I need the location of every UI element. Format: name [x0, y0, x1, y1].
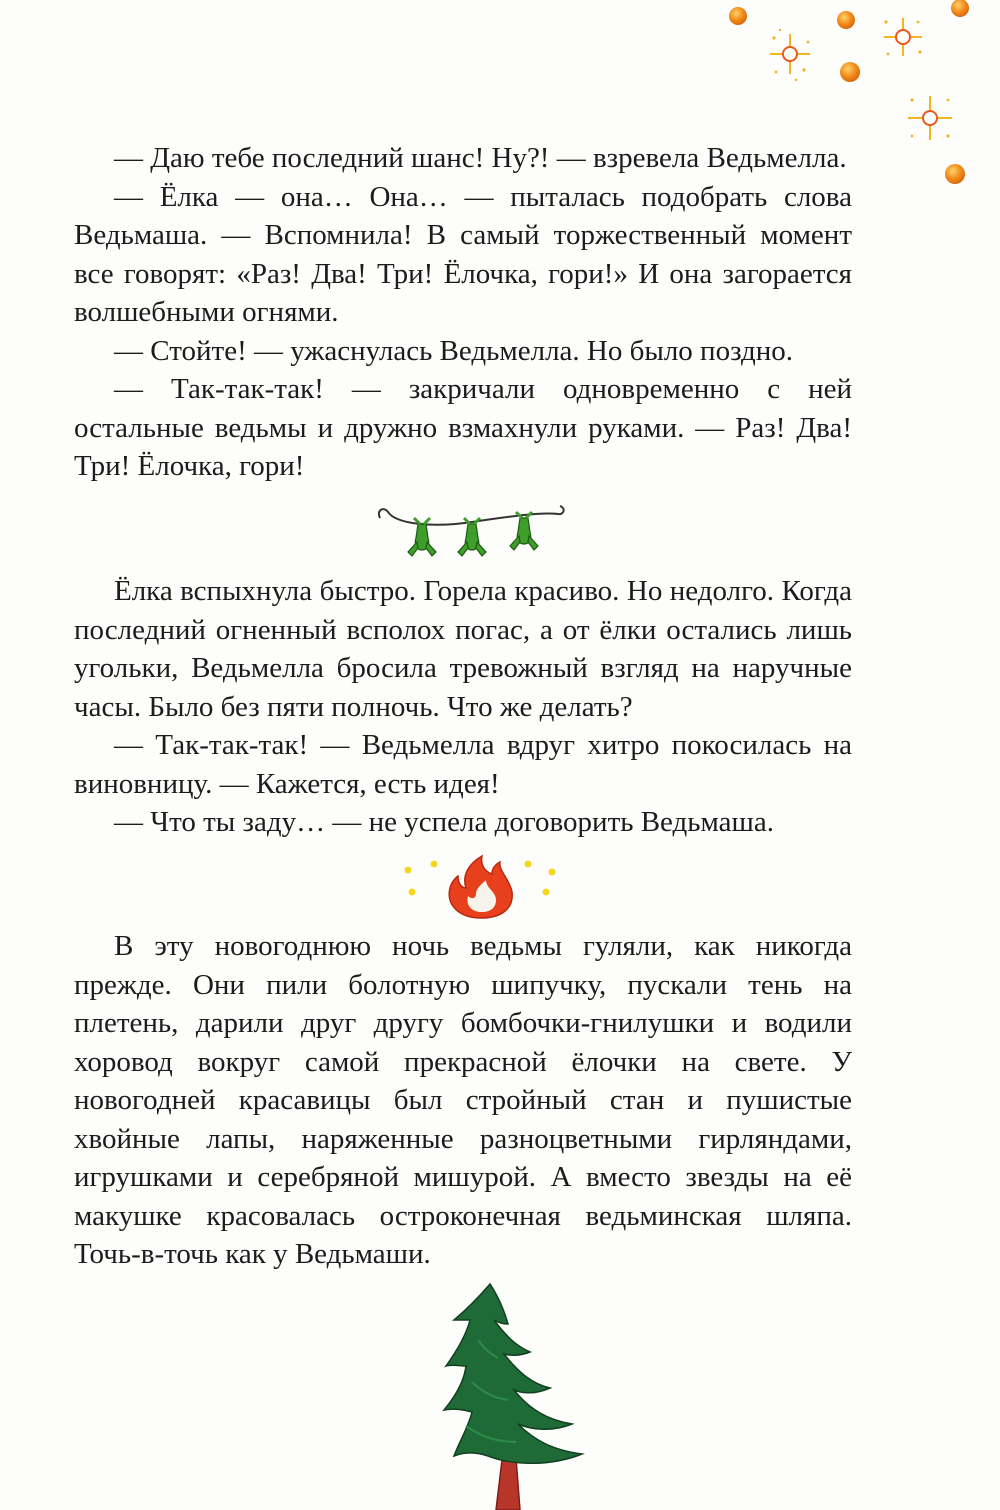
- paragraph: Ёлка вспыхнула быстро. Горела красиво. Но недолго. Когда последний огненный всполох погас, а от ёлки остались лишь угольки, Ведьмелла бросила тревожный взгляд на наручные часы. Было без пяти полночь. Что же делать?: [74, 575, 852, 723]
- paragraph: — Стойте! — ужаснулась Ведьмелла. Но было поздно.: [114, 334, 794, 367]
- paragraph: — Так-так-так! — Ведьмелла вдруг хитро покосилась на виновницу. — Кажется, есть идея!: [74, 729, 852, 800]
- flame-icon: [396, 852, 566, 922]
- text-block-1: [74, 139, 852, 486]
- paragraph: В эту новогоднюю ночь ведьмы гуляли, как никогда прежде. Они пили болотную шипучку, пускали тень на плетень, дарили друг другу бомбочки-гнилушки и водили хоровод вокруг самой прекрасной ёлочки на свете. У новогодней красавицы был стройный стан и пушистые хвойные лапы, наряженные разноцветными гирляндами, игрушками и серебряной мишурой. А вместо звезды на её макушке красовалась остроконечная ведьминская шляпа. Точь-в-точь как у Ведьмаши.: [74, 930, 852, 1270]
- fir-tree-icon: [432, 1280, 602, 1510]
- paragraph: — Что ты заду… — не успела договорить Ведьмаша.: [114, 806, 775, 838]
- frog-garland-icon: [372, 498, 572, 568]
- paragraph: — Так-так-так! — закричали одновременно с ней остальные ведьмы и дружно взмахнули руками. — Раз! Два! Три! Ёлочка, гори!: [74, 373, 852, 482]
- text-block-3: [74, 927, 852, 1274]
- text-block-2: [74, 572, 852, 842]
- paragraph: — Даю тебе последний шанс! Ну?! — взревела Ведьмелла.: [114, 142, 847, 174]
- paragraph: — Ёлка — она… Она… — пыталась подобрать слова Ведьмаша. — Вспомнила! В самый торжественный момент все говорят: «Раз! Два! Три! Ёлочка, гори!» И она загорается волшебными огнями.: [74, 180, 852, 328]
